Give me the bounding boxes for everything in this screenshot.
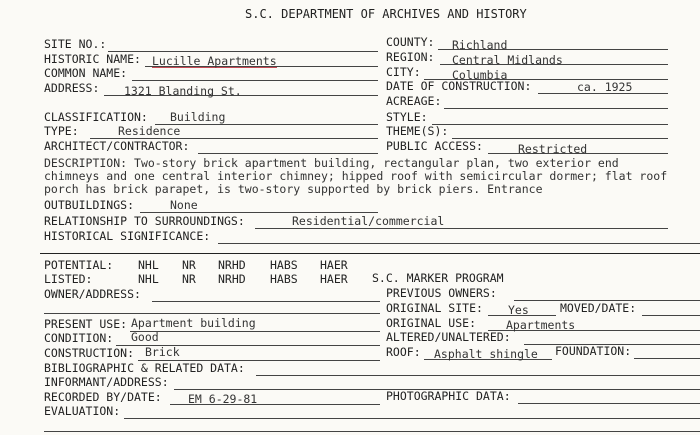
form-title: S.C. DEPARTMENT OF ARCHIVES AND HISTORY [245,7,527,21]
recorded-by-value: EM 6-29-81 [188,392,258,406]
foundation-label: FOUNDATION: [555,344,632,358]
region-value: Central Midlands [452,53,563,67]
photographic-label: PHOTOGRAPHIC DATA: [386,389,511,403]
recorded-by-label: RECORDED BY/DATE: [44,390,162,404]
owner-address-label: OWNER/ADDRESS: [44,287,141,301]
site-no-label: SITE NO.: [44,37,107,51]
historic-name-value: Lucille Apartments [152,54,277,68]
sc-marker-label: S.C. MARKER PROGRAM [372,271,504,285]
date-construction-label: DATE OF CONSTRUCTION: [386,79,532,93]
listed-nr: NR [182,272,196,286]
address-label: ADDRESS: [44,81,100,95]
common-name-label: COMMON NAME: [44,66,128,80]
classification-value: Building [170,110,226,124]
date-construction-value: ca. 1925 [577,80,633,94]
bibliographic-label: BIBLIOGRAPHIC & RELATED DATA: [44,361,245,375]
listed-habs: HABS [270,272,298,286]
classification-label: CLASSIFICATION: [44,110,148,124]
original-site-label: ORIGINAL SITE: [386,301,483,315]
acreage-label: ACREAGE: [386,94,442,108]
potential-nr: NR [182,258,196,272]
city-value: Columbia [452,68,508,82]
historical-significance-label: HISTORICAL SIGNIFICANCE: [44,229,211,243]
public-access-value: Restricted [518,142,588,156]
outbuildings-value: None [170,198,198,212]
themes-label: THEME(S): [386,124,449,138]
potential-nhl: NHL [138,258,159,272]
type-value: Residence [118,124,181,138]
previous-owners-label: PREVIOUS OWNERS: [386,286,497,300]
description-label: DESCRIPTION: [44,156,128,170]
description-text [44,157,676,196]
present-use-label: PRESENT USE: [44,317,128,331]
historic-name-label: HISTORIC NAME: [44,52,141,66]
evaluation-label: EVALUATION: [44,404,121,418]
original-use-label: ORIGINAL USE: [386,316,477,330]
roof-label: ROOF: [386,345,421,359]
county-label: COUNTY: [386,35,435,49]
public-access-label: PUBLIC ACCESS: [386,139,483,153]
architect-label: ARCHITECT/CONTRACTOR: [44,139,190,153]
condition-label: CONDITION: [44,331,114,345]
altered-label: ALTERED/UNALTERED: [386,330,511,344]
style-label: STYLE: [386,110,428,124]
roof-value: Asphalt shingle [434,347,538,361]
region-label: REGION: [386,50,435,64]
listed-nhl: NHL [138,272,159,286]
county-value: Richland [452,38,508,52]
potential-label: POTENTIAL: [44,258,114,272]
potential-nrhd: NRHD [218,258,246,272]
condition-value: Good [131,330,159,344]
construction-label: CONSTRUCTION: [44,346,135,360]
potential-haer: HAER [320,258,348,272]
potential-habs: HABS [270,258,298,272]
relationship-label: RELATIONSHIP TO SURROUNDINGS: [44,214,245,228]
listed-label: LISTED: [44,272,93,286]
original-site-value: Yes [508,303,529,317]
city-label: CITY: [386,65,421,79]
type-label: TYPE: [44,124,79,138]
construction-value: Brick [145,345,180,359]
outbuildings-label: OUTBUILDINGS: [44,198,135,212]
moved-date-label: MOVED/DATE: [560,301,637,315]
original-use-value: Apartments [506,318,576,332]
listed-nrhd: NRHD [218,272,246,286]
present-use-value: Apartment building [131,316,256,330]
informant-label: INFORMANT/ADDRESS: [44,375,169,389]
address-value: 1321 Blanding St. [124,84,242,98]
listed-haer: HAER [320,272,348,286]
relationship-value: Residential/commercial [292,214,445,228]
description-value: Two-story brick apartment building, rectangular plan, two exterior end chimneys and one central interior chimney; hipped roof with semicircular dormer; flat roof porch has brick parapet, is two-story supported by brick piers. Entrance [44,156,668,196]
